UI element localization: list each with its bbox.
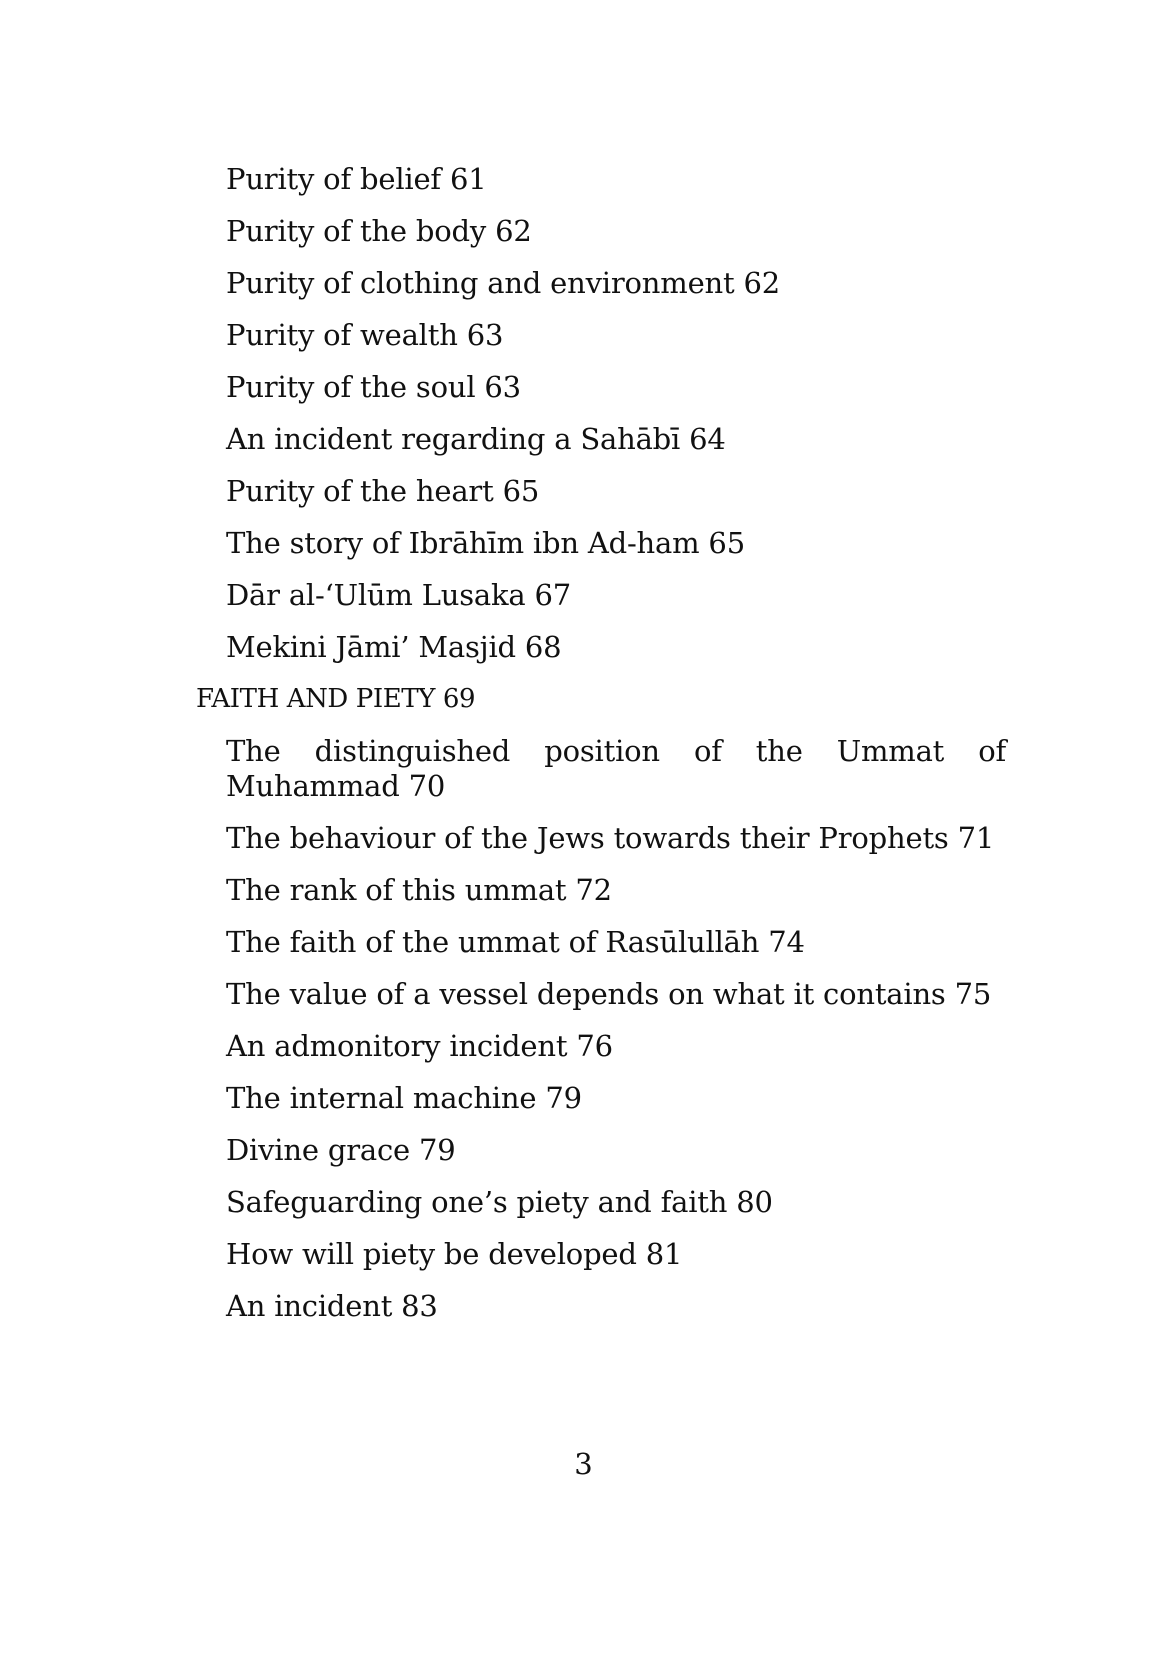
toc-entry: Safeguarding one’s piety and faith 80 <box>226 1185 773 1219</box>
toc-entry: Mekini Jāmi’ Masjid 68 <box>226 630 562 664</box>
toc-section-heading: FAITH AND PIETY 69 <box>196 684 476 714</box>
toc-entry: Purity of belief 61 <box>226 162 487 196</box>
toc-entry: Purity of wealth 63 <box>226 318 504 352</box>
toc-entry: How will piety be developed 81 <box>226 1237 683 1271</box>
toc-entry: The internal machine 79 <box>226 1081 582 1115</box>
toc-entry: The value of a vessel depends on what it contains 75 <box>226 977 992 1011</box>
toc-entry: The rank of this ummat 72 <box>226 873 612 907</box>
toc-entry: An incident 83 <box>226 1289 438 1323</box>
toc-entry: Purity of the heart 65 <box>226 474 540 508</box>
page-number: 3 <box>574 1447 593 1481</box>
toc-entry: The faith of the ummat of Rasūlullāh 74 <box>226 925 805 959</box>
toc-entry: The behaviour of the Jews towards their Prophets 71 <box>226 821 995 855</box>
toc-entry: The distinguished position of the Ummat of Muhammad 70 <box>226 734 1006 803</box>
table-of-contents <box>196 162 1006 1341</box>
toc-entry: Purity of the soul 63 <box>226 370 521 404</box>
toc-entry: The story of Ibrāhīm ibn Ad-ham 65 <box>226 526 745 560</box>
toc-entry: An admonitory incident 76 <box>226 1029 613 1063</box>
toc-entry: An incident regarding a Sahābī 64 <box>226 422 726 456</box>
toc-entry: Purity of clothing and environment 62 <box>226 266 780 300</box>
toc-entry: Dār al-‘Ulūm Lusaka 67 <box>226 578 572 612</box>
toc-entry: Purity of the body 62 <box>226 214 532 248</box>
toc-entry: Divine grace 79 <box>226 1133 456 1167</box>
